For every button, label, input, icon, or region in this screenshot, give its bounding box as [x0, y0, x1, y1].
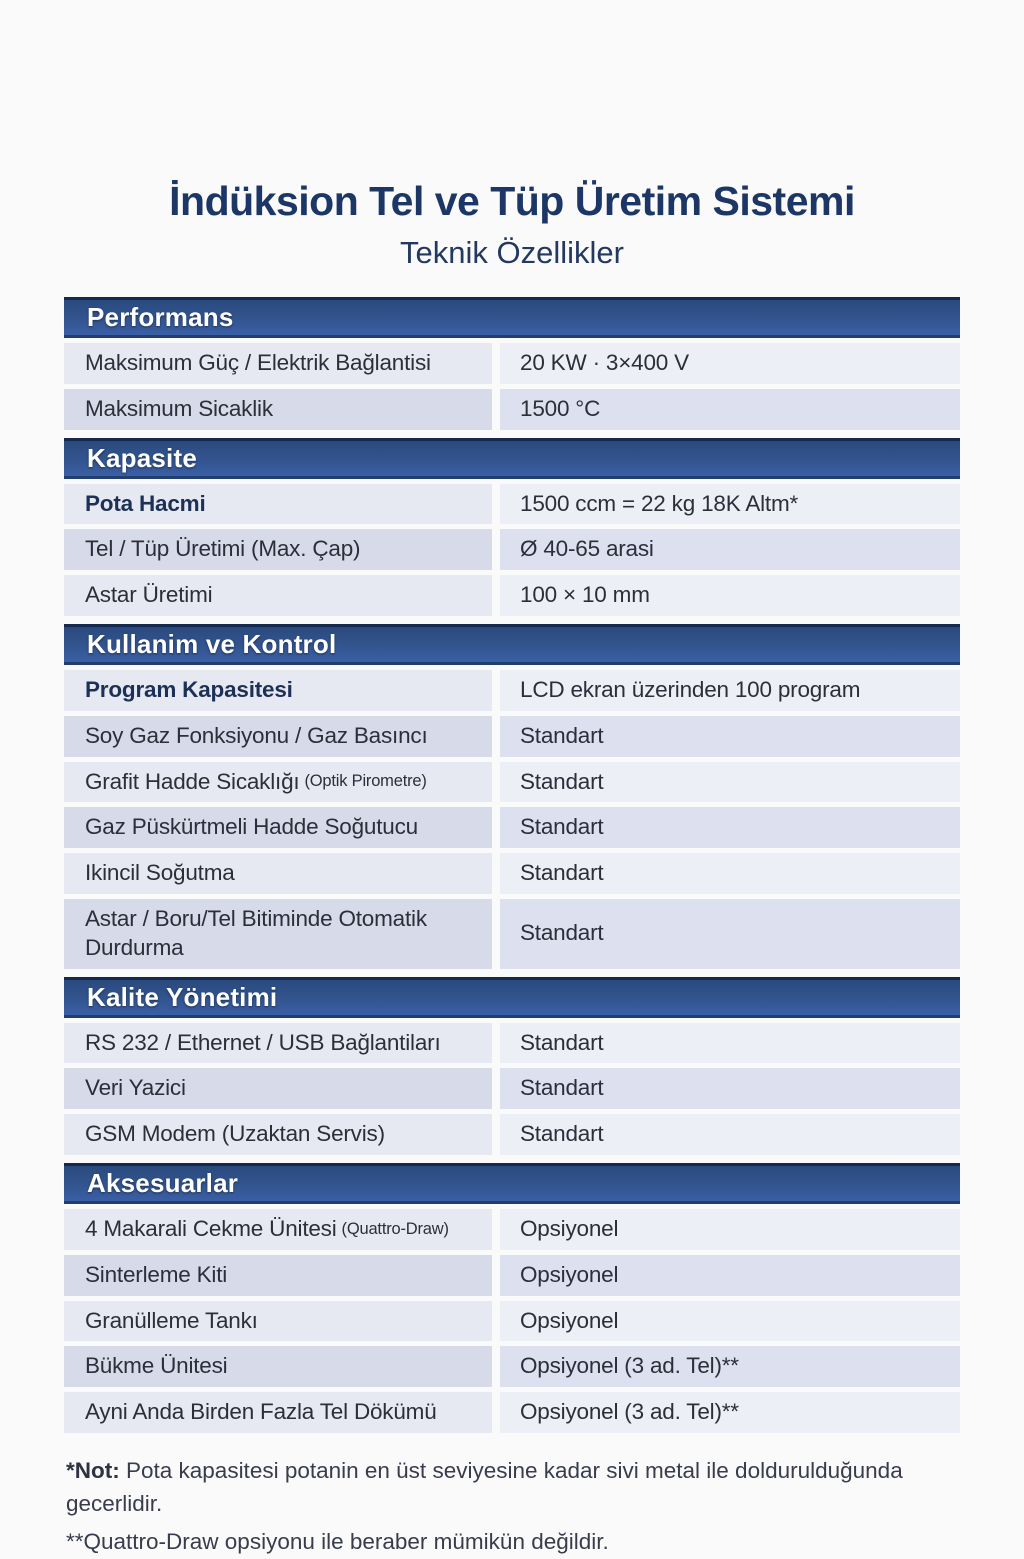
spec-value: Standart [520, 722, 604, 748]
spec-label: Pota Hacmi [85, 490, 206, 516]
table-row [64, 899, 960, 969]
spec-label-cell [64, 343, 492, 384]
spec-value: 1500 ccm = 22 kg 18K Altm* [520, 490, 799, 516]
spec-value-cell [500, 389, 960, 430]
spec-label-cell [64, 1068, 492, 1109]
spec-value: 1500 °C [520, 395, 601, 421]
spec-value-cell [500, 670, 960, 711]
spec-value: 20 KW · 3×400 V [520, 350, 689, 375]
table-row [64, 1209, 960, 1250]
table-row [64, 1023, 960, 1064]
spec-value: Opsiyonel (3 ad. Tel)** [520, 1353, 739, 1379]
spec-label: Bükme Ünitesi [85, 1353, 228, 1379]
spec-label: Maksimum Sicaklik [85, 395, 273, 421]
spec-value: Opsiyonel (3 ad. Tel)** [520, 1399, 739, 1425]
table-row [64, 762, 960, 803]
table-row [64, 484, 960, 525]
spec-label-cell [64, 1114, 492, 1155]
spec-label-cell [64, 807, 492, 848]
spec-label-cell [64, 575, 492, 616]
spec-table [64, 297, 960, 1433]
spec-value: Standart [520, 768, 604, 794]
spec-value-cell [500, 1392, 960, 1433]
spec-value-cell [500, 1301, 960, 1342]
spec-label: Grafit Hadde Sicaklığı [85, 768, 300, 794]
spec-label-cell [64, 1023, 492, 1064]
table-row [64, 343, 960, 384]
spec-label-cell [64, 1346, 492, 1387]
spec-value-cell [500, 1255, 960, 1296]
spec-value: Standart [520, 1029, 604, 1055]
spec-value: Standart [520, 920, 604, 946]
spec-label: Granülleme Tankı [85, 1307, 258, 1333]
section-header: Performans [64, 297, 960, 338]
spec-value: Standart [520, 1121, 604, 1147]
table-row [64, 529, 960, 570]
spec-value-cell [500, 1346, 960, 1387]
table-row [64, 389, 960, 430]
spec-value: Opsiyonel [520, 1215, 619, 1241]
spec-value-cell [500, 716, 960, 757]
spec-label: Gaz Püskürtmeli Hadde Soğutucu [85, 814, 418, 840]
spec-label: Sinterleme Kiti [85, 1261, 228, 1287]
spec-label: Ayni Anda Birden Fazla Tel Dökümü [85, 1399, 437, 1425]
spec-value-cell [500, 899, 960, 969]
spec-label-cell [64, 762, 492, 803]
table-row [64, 670, 960, 711]
spec-label-note: (Optik Pirometre) [304, 772, 427, 791]
spec-value-cell [500, 1114, 960, 1155]
spec-value-cell [500, 575, 960, 616]
spec-label-cell [64, 670, 492, 711]
spec-label-note: (Quattro-Draw) [341, 1219, 449, 1238]
spec-value: Opsiyonel [520, 1307, 619, 1333]
page-title: İndüksion Tel ve Tüp Üretim Sistemi [169, 178, 855, 224]
section-header: Kapasite [64, 438, 960, 479]
footnote-text: **Quattro-Draw opsiyonu ile beraber mümikün değildir. [66, 1529, 609, 1555]
spec-section-4 [64, 1163, 960, 1433]
spec-label: Astar Üretimi [85, 582, 213, 608]
spec-value: Ø 40-65 arasi [520, 536, 654, 562]
spec-value: Standart [520, 1075, 604, 1101]
spec-label: GSM Modem (Uzaktan Servis) [85, 1121, 385, 1147]
spec-value: Opsiyonel [520, 1261, 619, 1287]
table-row [64, 807, 960, 848]
table-row [64, 1255, 960, 1296]
spec-value: Standart [520, 860, 604, 886]
spec-label: Veri Yazici [85, 1075, 186, 1101]
table-row [64, 1392, 960, 1433]
footnote-0 [66, 1455, 958, 1520]
spec-label-cell [64, 716, 492, 757]
spec-label: Soy Gaz Fonksiyonu / Gaz Basıncı [85, 722, 428, 748]
spec-label: RS 232 / Ethernet / USB Bağlantiları [85, 1029, 441, 1055]
spec-label: Ikincil Soğutma [85, 860, 235, 886]
spec-section-3 [64, 977, 960, 1155]
section-header: Kullanim ve Kontrol [64, 624, 960, 665]
spec-value-cell [500, 343, 960, 384]
table-row [64, 853, 960, 894]
spec-value-cell [500, 807, 960, 848]
table-row [64, 575, 960, 616]
spec-value-cell [500, 484, 960, 525]
spec-label-cell [64, 484, 492, 525]
spec-label-cell [64, 389, 492, 430]
spec-label: 4 Makarali Cekme Ünitesi [85, 1215, 337, 1241]
section-header: Kalite Yönetimi [64, 977, 960, 1018]
spec-value: Standart [520, 814, 604, 840]
spec-section-1 [64, 438, 960, 616]
table-row [64, 1068, 960, 1109]
spec-label: Astar / Boru/Tel Bitiminde Otomatik Durdurma [85, 905, 427, 960]
page-subtitle: Teknik Özellikler [400, 235, 624, 270]
table-row [64, 1301, 960, 1342]
table-row [64, 716, 960, 757]
spec-value: LCD ekran üzerinden 100 program [520, 676, 861, 702]
footnote-prefix: *Not: [66, 1457, 120, 1483]
spec-section-2 [64, 624, 960, 969]
spec-value-cell [500, 1068, 960, 1109]
footnote-1 [66, 1526, 958, 1559]
spec-value-cell [500, 1023, 960, 1064]
spec-value-cell [500, 1209, 960, 1250]
spec-value-cell [500, 762, 960, 803]
spec-label: Tel / Tüp Üretimi (Max. Çap) [85, 536, 361, 562]
spec-section-0 [64, 297, 960, 430]
spec-label-cell [64, 899, 492, 969]
table-row [64, 1114, 960, 1155]
spec-label-cell [64, 1301, 492, 1342]
footnotes [66, 1455, 958, 1559]
spec-value-cell [500, 853, 960, 894]
spec-label-cell [64, 529, 492, 570]
spec-label-cell [64, 1209, 492, 1250]
section-header: Aksesuarlar [64, 1163, 960, 1204]
spec-label-cell [64, 853, 492, 894]
table-row [64, 1346, 960, 1387]
spec-label-cell [64, 1392, 492, 1433]
spec-value: 100 × 10 mm [520, 582, 650, 608]
spec-label: Program Kapasitesi [85, 676, 293, 702]
spec-label: Maksimum Güç / Elektrik Bağlantisi [85, 350, 431, 375]
spec-value-cell [500, 529, 960, 570]
spec-label-cell [64, 1255, 492, 1296]
footnote-text: Pota kapasitesi potanin en üst seviyesine kadar sivi metal ile doldurulduğunda gecerlidir. [66, 1457, 903, 1516]
